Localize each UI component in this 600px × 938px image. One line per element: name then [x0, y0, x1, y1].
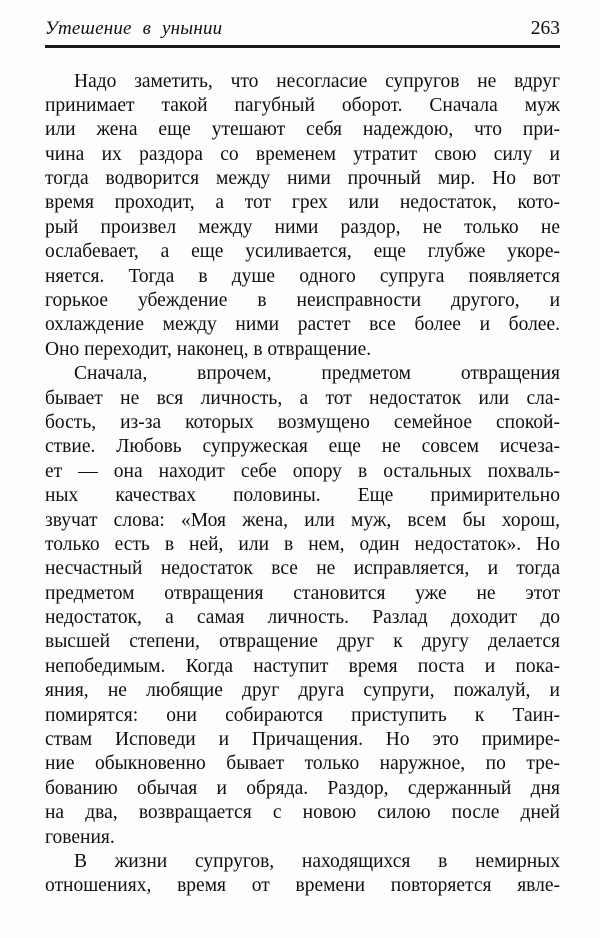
text-line: или жена еще утешают себя надеждою, что при- [45, 119, 560, 141]
page-header [45, 16, 560, 42]
text-line: время проходит, а тот грех или недостаток, кото- [45, 192, 560, 214]
paragraph-2 [45, 362, 560, 850]
text-line: звучат слова: «Моя жена, или муж, всем бы хорош, [45, 509, 560, 531]
text-line: бость, из-за которых возмущено семейное спокой- [45, 411, 560, 433]
text-line: Оно переходит, наконец, в отвращение. [45, 338, 372, 360]
text-line: только есть в ней, или в нем, один недостаток». Но [45, 533, 560, 555]
text-line: няется. Тогда в душе одного супруга появляется [45, 265, 560, 287]
text-line: яния, не любящие друг друга супруги, пожалуй, и [45, 680, 560, 702]
text-line: ных качествах половины. Еще примирительно [45, 485, 560, 507]
text-line: помирятся: они собираются приступить к Таин- [45, 704, 560, 726]
text-line: бованию обычая и обряда. Раздор, сдержанный дня [45, 777, 560, 799]
page-number: 263 [530, 18, 560, 39]
text-line: ослабевает, а еще усиливается, еще глубже укоре- [45, 241, 560, 263]
text-line: охлаждение между ними растет все более и более. [45, 314, 560, 336]
text-line: Сначала, впрочем, предметом отвращения [74, 363, 560, 385]
text-line: В жизни супругов, находящихся в немирных [74, 851, 560, 872]
text-line: предметом отвращения становится уже не этот [45, 582, 560, 604]
paragraph-1 [45, 70, 560, 363]
text-line: недостаток, а самая личность. Разлад доходит до [45, 607, 560, 629]
text-line: на два, возвращается с новою силою после дней [45, 802, 560, 824]
text-line: непобедимым. Когда наступит время поста и пока- [45, 655, 560, 677]
text-line: принимает такой пагубный оборот. Сначала муж [45, 94, 560, 116]
text-line: говения. [45, 826, 115, 848]
text-line: ствам Исповеди и Причащения. Но это примире- [45, 729, 560, 751]
text-line: ет — она находит себе опору в остальных похваль- [45, 460, 560, 482]
text-line: несчастный недостаток все не исправляется, и тогда [45, 558, 560, 580]
text-line: ние обыкновенно бывает только наружное, по тре- [45, 753, 560, 775]
text-line: отношениях, время от времени повторяется явле- [45, 875, 560, 897]
header-rule [45, 45, 560, 48]
body-text [45, 70, 560, 899]
text-line: ствие. Любовь супружеская еще не совсем исчеза- [45, 436, 560, 458]
text-line: Надо заметить, что несогласие супругов не вдруг [74, 70, 560, 92]
text-line: горькое убеждение в неисправности другого, и [45, 290, 560, 312]
text-line: бывает не вся личность, а тот недостаток или сла- [45, 387, 560, 409]
text-line: чина их раздора со временем утратит свою силу и [45, 143, 560, 165]
paragraph-3 [45, 850, 560, 899]
text-line: тогда водворится между ними прочный мир. Но вот [45, 168, 560, 190]
text-line: рый произвел между ними раздор, не только не [45, 216, 560, 238]
running-title: Утешение в унынии [45, 18, 223, 39]
text-line: высшей степени, отвращение друг к другу делается [45, 631, 560, 653]
